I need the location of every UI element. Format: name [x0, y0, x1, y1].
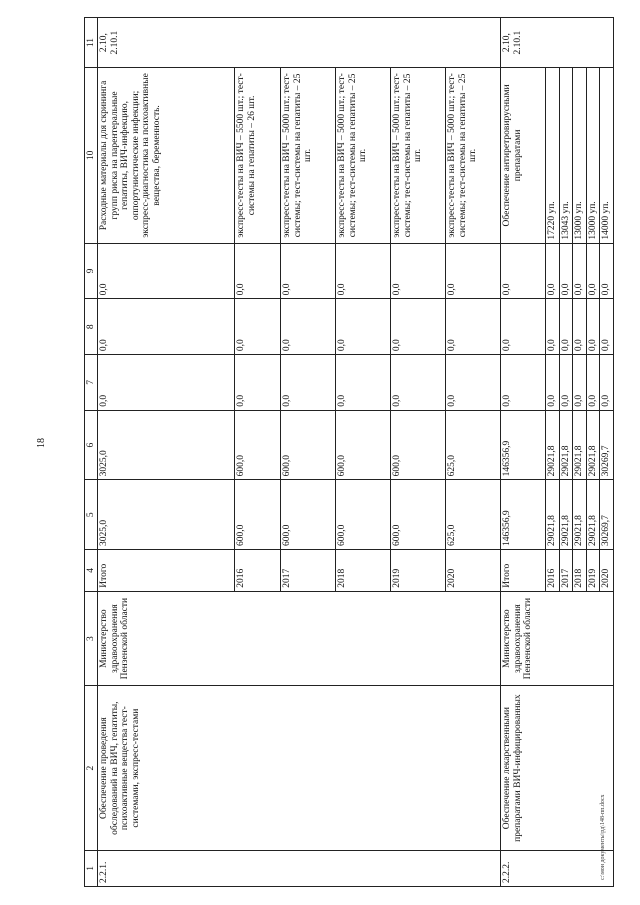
- value-c6: 29021,8: [559, 410, 572, 480]
- col-11-header: 11: [85, 18, 98, 68]
- value-c5: 29021,8: [546, 480, 559, 550]
- year-cell: 2020: [446, 550, 501, 592]
- col-8-header: 8: [85, 299, 98, 355]
- result-description: 13000 уп.: [586, 68, 599, 243]
- result-description: Расходные материалы для скрининга групп риска на парентеральные гепатиты, ВИЧ-инфекцию, оппортунистические инфекции; экспресс-диагностика на психоактивные вещества, беременность.: [98, 68, 235, 243]
- table-row: [98, 18, 235, 887]
- value-c6: 30269,7: [600, 410, 613, 480]
- value-c8: 0,0: [235, 299, 281, 355]
- row-agency: Министерство здравоохранения Пензенской области: [501, 591, 613, 686]
- value-c9: 0,0: [586, 243, 599, 299]
- value-c9: 0,0: [281, 243, 336, 299]
- value-c9: 0,0: [559, 243, 572, 299]
- result-description: 13043 уп.: [559, 68, 572, 243]
- value-c9: 0,0: [235, 243, 281, 299]
- value-c6: 3025,0: [98, 410, 235, 480]
- value-c6: 29021,8: [586, 410, 599, 480]
- value-c5: 29021,8: [586, 480, 599, 550]
- row-agency: Министерство здравоохранения Пензенской области: [98, 591, 501, 686]
- value-c8: 0,0: [98, 299, 235, 355]
- value-c7: 0,0: [235, 355, 281, 411]
- value-c9: 0,0: [336, 243, 391, 299]
- indicator-ref: 2.10, 2.10.1: [98, 18, 501, 68]
- result-description: экспресс-тесты на ВИЧ – 5000 шт.; тест-системы; тест-системы на гепатиты – 25 шт.: [336, 68, 391, 243]
- value-c7: 0,0: [546, 355, 559, 411]
- value-c5: 29021,8: [573, 480, 586, 550]
- year-cell: 2016: [235, 550, 281, 592]
- value-c8: 0,0: [573, 299, 586, 355]
- result-description: 14000 уп.: [600, 68, 613, 243]
- value-c5: 3025,0: [98, 480, 235, 550]
- value-c5: 600,0: [235, 480, 281, 550]
- col-4-header: 4: [85, 550, 98, 592]
- result-description: 13000 уп.: [573, 68, 586, 243]
- row-title: Обеспечение проведения обследований на ВИЧ, гепатиты, психоактивные вещества тест-системами, экспресс-тестами: [98, 686, 501, 850]
- value-c8: 0,0: [586, 299, 599, 355]
- value-c7: 0,0: [586, 355, 599, 411]
- year-cell: 2020: [600, 550, 613, 592]
- year-cell: 2018: [336, 550, 391, 592]
- value-c5: 600,0: [391, 480, 446, 550]
- value-c9: 0,0: [573, 243, 586, 299]
- value-c5: 625,0: [446, 480, 501, 550]
- page-number: 18: [36, 438, 47, 448]
- year-cell: 2017: [281, 550, 336, 592]
- col-5-header: 5: [85, 480, 98, 550]
- value-c9: 0,0: [546, 243, 559, 299]
- value-c7: 0,0: [446, 355, 501, 411]
- value-c8: 0,0: [546, 299, 559, 355]
- value-c5: 30269,7: [600, 480, 613, 550]
- value-c7: 0,0: [573, 355, 586, 411]
- result-description: Обеспечение антиретровирусными препаратами: [501, 68, 546, 243]
- col-7-header: 7: [85, 355, 98, 411]
- value-c6: 29021,8: [573, 410, 586, 480]
- value-c7: 0,0: [336, 355, 391, 411]
- col-9-header: 9: [85, 243, 98, 299]
- value-c5: 146356,9: [501, 480, 546, 550]
- value-c8: 0,0: [501, 299, 546, 355]
- value-c8: 0,0: [336, 299, 391, 355]
- value-c5: 29021,8: [559, 480, 572, 550]
- value-c9: 0,0: [98, 243, 235, 299]
- year-cell: 2018: [573, 550, 586, 592]
- row-number: 2.2.1.: [98, 850, 501, 886]
- program-table: [84, 17, 614, 887]
- footer-file-path: c:\мои документы\рд\148-пп.docx: [600, 794, 606, 880]
- year-cell: Итого: [98, 550, 235, 592]
- col-6-header: 6: [85, 410, 98, 480]
- value-c5: 600,0: [336, 480, 391, 550]
- row-number: 2.2.2.: [501, 850, 613, 886]
- result-description: 17220 уп.: [546, 68, 559, 243]
- col-3-header: 3: [85, 591, 98, 686]
- value-c8: 0,0: [600, 299, 613, 355]
- result-description: экспресс-тесты на ВИЧ – 5000 шт.; тест-системы; тест-системы на гепатиты – 25 шт.: [281, 68, 336, 243]
- value-c6: 146356,9: [501, 410, 546, 480]
- value-c9: 0,0: [600, 243, 613, 299]
- result-description: экспресс-тесты на ВИЧ – 5000 шт.; тест-системы; тест-системы на гепатиты – 25 шт.: [391, 68, 446, 243]
- value-c7: 0,0: [600, 355, 613, 411]
- value-c7: 0,0: [281, 355, 336, 411]
- value-c8: 0,0: [391, 299, 446, 355]
- value-c6: 600,0: [281, 410, 336, 480]
- value-c7: 0,0: [98, 355, 235, 411]
- value-c8: 0,0: [281, 299, 336, 355]
- value-c8: 0,0: [446, 299, 501, 355]
- year-cell: Итого: [501, 550, 546, 592]
- year-cell: 2017: [559, 550, 572, 592]
- result-description: экспресс-тесты на ВИЧ – 5500 шт.; тест-системы на гепатиты – 26 шт.: [235, 68, 281, 243]
- value-c8: 0,0: [559, 299, 572, 355]
- year-cell: 2019: [391, 550, 446, 592]
- indicator-ref: 2.10, 2.10.1: [501, 18, 613, 68]
- result-description: экспресс-тесты на ВИЧ – 5000 шт.; тест-системы; тест-системы на гепатиты – 25 шт.: [446, 68, 501, 243]
- value-c7: 0,0: [559, 355, 572, 411]
- value-c9: 0,0: [501, 243, 546, 299]
- value-c9: 0,0: [446, 243, 501, 299]
- year-cell: 2019: [586, 550, 599, 592]
- col-10-header: 10: [85, 68, 98, 243]
- value-c6: 600,0: [235, 410, 281, 480]
- value-c9: 0,0: [391, 243, 446, 299]
- value-c6: 29021,8: [546, 410, 559, 480]
- value-c6: 625,0: [446, 410, 501, 480]
- col-1-header: 1: [85, 850, 98, 886]
- row-title: Обеспечение лекарственными препаратами ВИЧ-инфицированных: [501, 686, 613, 850]
- value-c6: 600,0: [391, 410, 446, 480]
- header-row: [85, 18, 98, 887]
- value-c5: 600,0: [281, 480, 336, 550]
- value-c6: 600,0: [336, 410, 391, 480]
- table-row: [501, 18, 546, 887]
- col-2-header: 2: [85, 686, 98, 850]
- value-c7: 0,0: [391, 355, 446, 411]
- value-c7: 0,0: [501, 355, 546, 411]
- year-cell: 2016: [546, 550, 559, 592]
